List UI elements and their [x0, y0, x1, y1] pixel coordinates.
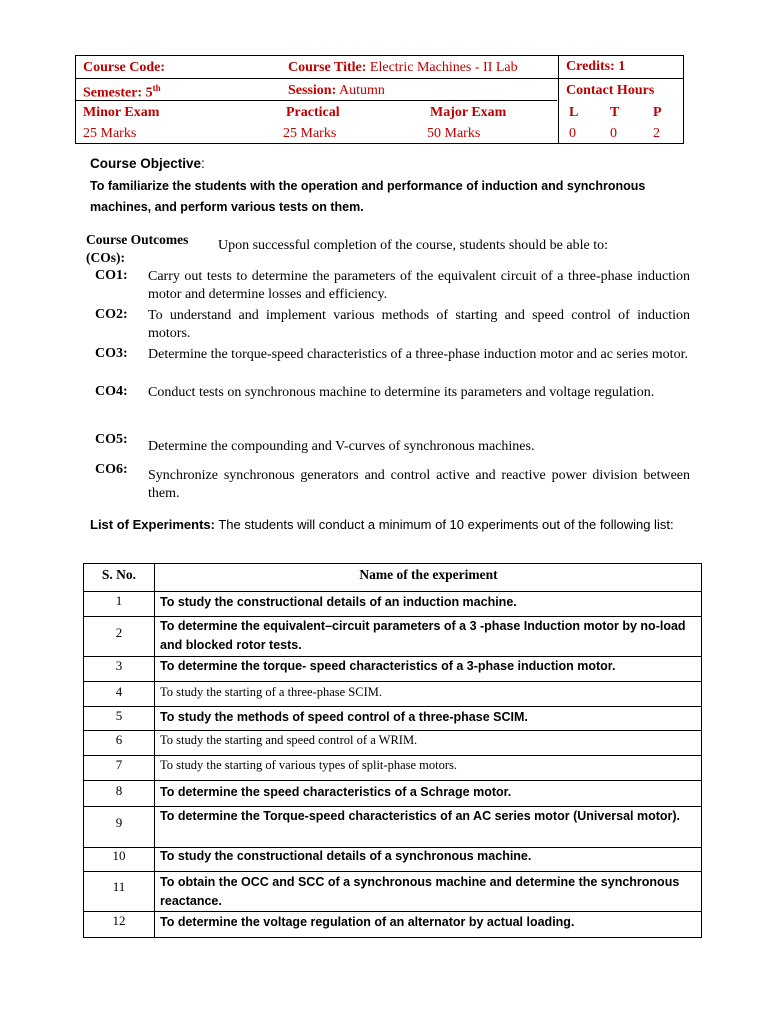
- tutorial-hours: 0: [610, 126, 617, 141]
- header-divider-vertical: [558, 56, 559, 143]
- row-name: To determine the torque- speed characteristics of a 3-phase induction motor.: [160, 659, 616, 673]
- row-name: To study the constructional details of an induction machine.: [160, 595, 517, 609]
- co-label: CO1:: [95, 268, 128, 283]
- co-label: CO2:: [95, 307, 128, 322]
- row-sno: 9: [115, 815, 123, 830]
- semester: [83, 83, 161, 102]
- row-sno: 3: [115, 658, 123, 673]
- lecture-hours: 0: [569, 126, 576, 141]
- minor-exam-marks: 25 Marks: [83, 126, 137, 141]
- course-outcomes-heading: [86, 231, 188, 267]
- row-sno: 1: [115, 593, 123, 608]
- course-objective-heading: [90, 156, 205, 171]
- row-sno: 8: [115, 783, 123, 798]
- row-name: To study the starting of a three-phase SCIM.: [160, 685, 382, 699]
- co-text: Carry out tests to determine the parameters of the equivalent circuit of a three-phase induction motor and determine losses and efficiency.: [148, 269, 690, 302]
- course-objective-text: To familiarize the students with the operation and performance of induction and synchronous machines, and perform various tests on them.: [90, 179, 646, 214]
- table-row-divider: [84, 591, 701, 592]
- course-title-value: Electric Machines - II Lab: [369, 60, 518, 75]
- course-objective-title: Course Objective: [90, 156, 202, 171]
- semester-sup: th: [152, 83, 161, 93]
- lecture-label: L: [569, 105, 579, 120]
- practical-label: Practical: [286, 105, 340, 120]
- semester-label: Semester: 5: [83, 85, 153, 101]
- co-label: CO4:: [95, 384, 128, 399]
- row-name: To determine the speed characteristics of a Schrage motor.: [160, 785, 512, 799]
- course-title: [288, 60, 518, 76]
- experiments-table: [83, 563, 702, 938]
- row-name: To obtain the OCC and SCC of a synchronous machine and determine the synchronous reactance.: [160, 875, 680, 908]
- row-sno: 4: [115, 684, 123, 699]
- co-text: To understand and implement various methods of starting and speed control of induction motors.: [148, 308, 690, 341]
- experiments-intro: [90, 514, 690, 536]
- table-row-divider: [84, 911, 701, 912]
- session-value: Autumn: [338, 83, 385, 98]
- co-label: CO5:: [95, 432, 128, 447]
- row-name: To determine the voltage regulation of an alternator by actual loading.: [160, 915, 575, 929]
- co-label: CO3:: [95, 346, 128, 361]
- credits: Credits: 1: [566, 59, 626, 74]
- experiments-intro-rest: The students will conduct a minimum of 10 experiments out of the following list:: [214, 517, 674, 532]
- row-name: To study the starting and speed control of a WRIM.: [160, 733, 418, 747]
- co-text: Conduct tests on synchronous machine to determine its parameters and voltage regulation.: [148, 385, 655, 400]
- table-row-divider: [84, 706, 701, 707]
- course-outcomes-intro: Upon successful completion of the course, students should be able to:: [218, 238, 608, 253]
- experiments-intro-lead: List of Experiments:: [90, 517, 215, 532]
- row-sno: 5: [115, 708, 123, 723]
- table-row-divider: [84, 780, 701, 781]
- minor-exam-label: Minor Exam: [83, 105, 160, 120]
- co-label: CO6:: [95, 462, 128, 477]
- course-title-label: Course Title:: [288, 60, 367, 75]
- row-sno: 12: [112, 913, 126, 928]
- table-row-divider: [84, 681, 701, 682]
- table-column-divider: [154, 564, 155, 937]
- tutorial-label: T: [610, 105, 620, 120]
- row-sno: 10: [112, 848, 126, 863]
- practical-hours-label: P: [653, 105, 662, 120]
- course-outcomes-heading-line1: Course Outcomes: [86, 232, 189, 247]
- contact-hours-label: Contact Hours: [566, 83, 655, 98]
- course-outcomes-heading-line2: (COs):: [86, 250, 125, 265]
- row-sno: 7: [115, 757, 123, 772]
- row-name: To study the methods of speed control of a three-phase SCIM.: [160, 710, 528, 724]
- row-name: To determine the Torque-speed characteristics of an AC series motor (Universal motor).: [160, 809, 681, 823]
- practical-hours: 2: [653, 126, 660, 141]
- row-name: To determine the equivalent–circuit parameters of a 3 -phase Induction motor by no-load and blocked rotor tests.: [160, 619, 686, 652]
- session: [288, 83, 385, 99]
- row-name: To study the starting of various types of split-phase motors.: [160, 758, 458, 772]
- row-sno: 2: [115, 625, 123, 640]
- row-name: To study the constructional details of a synchronous machine.: [160, 849, 532, 863]
- major-exam-label: Major Exam: [430, 105, 507, 120]
- course-info-table: [75, 55, 684, 144]
- row-sno: 6: [115, 732, 123, 747]
- practical-marks: 25 Marks: [283, 126, 337, 141]
- co-text: Determine the compounding and V-curves of synchronous machines.: [148, 439, 535, 454]
- table-row-divider: [84, 871, 701, 872]
- column-header-sno: S. No.: [101, 567, 137, 582]
- course-code-label: Course Code:: [83, 60, 166, 75]
- major-exam-marks: 50 Marks: [427, 126, 481, 141]
- row-sno: 11: [112, 879, 126, 894]
- co-text: Synchronize synchronous generators and control active and reactive power division between them.: [148, 468, 690, 501]
- header-row-divider: [76, 78, 683, 79]
- column-header-name: Name of the experiment: [359, 567, 498, 582]
- session-label: Session:: [288, 83, 337, 98]
- co-text: Determine the torque-speed characteristics of a three-phase induction motor and ac series motor.: [148, 347, 688, 362]
- course-objective-colon: :: [201, 156, 205, 171]
